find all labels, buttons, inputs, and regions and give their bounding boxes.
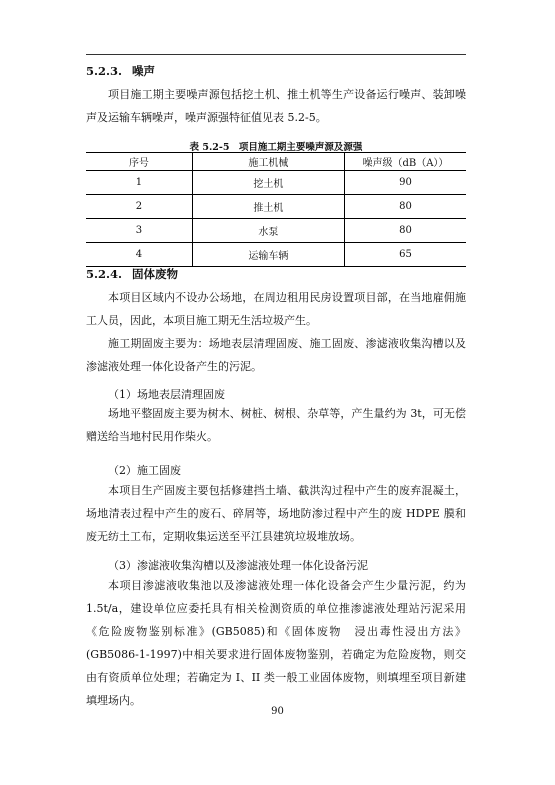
table-cell: 65	[344, 243, 466, 267]
table-cell: 3	[86, 219, 192, 243]
table-header-row	[86, 153, 466, 171]
subheading-sludge: （3）渗滤液收集沟槽以及渗滤液处理一体化设备污泥	[108, 559, 368, 572]
table-cell: 推土机	[192, 195, 344, 219]
surface-clearing-text: 场地平整固废主要为树木、树桩、树根、杂草等，产生量约为 3t，可无偿赠送给当地村民用作柴火。	[86, 407, 466, 443]
section-heading-solid-waste	[86, 266, 178, 282]
header-machine: 施工机械	[192, 153, 344, 171]
subheading-construction-waste: （2）施工固废	[108, 464, 181, 477]
section-number: 5.2.4.	[86, 267, 123, 281]
section-number: 5.2.3.	[86, 64, 123, 78]
table-cell: 水泵	[192, 219, 344, 243]
table-row	[86, 219, 466, 243]
table-cell: 4	[86, 243, 192, 267]
subheading-surface-clearing: （1）场地表层清理固废	[108, 388, 225, 401]
section-title: 固体废物	[132, 267, 178, 281]
section-heading-noise	[86, 63, 155, 79]
sludge-text: 本项目渗滤液收集池以及渗滤液处理一体化设备会产生少量污泥，约为 1.5t/a，建设单位应委托具有相关检测资质的单位推渗滤液处理站污泥采用《危险废物鉴别标准》(GB5085)和《固体废物 浸出毒性浸出方法》(GB5086-1-1997)中相关要求进行固体废物鉴别，若确定为危险废物，则交由有资质单位处理；若确定为 I、II 类一般工业固体废物，则填埋至项目新建填埋场内。	[86, 579, 466, 707]
table-cell: 1	[86, 171, 192, 195]
noise-source-table	[86, 152, 466, 267]
table-cell: 80	[344, 219, 466, 243]
section-title: 噪声	[132, 64, 155, 78]
header-index: 序号	[86, 153, 192, 171]
table-cell: 80	[344, 195, 466, 219]
table-cell: 90	[344, 171, 466, 195]
page-number: 90	[271, 706, 284, 717]
construction-waste-text: 本项目生产固废主要包括修建挡土墙、截洪沟过程中产生的废弃混凝土，场地清表过程中产生的废石、碎屑等，场地防渗过程中产生的废 HDPE 膜和废无纺土工布，定期收集运送至平江县建筑垃圾堆放场。	[86, 484, 466, 543]
header-rule	[86, 54, 466, 55]
table-row	[86, 243, 466, 267]
table-cell: 挖土机	[192, 171, 344, 195]
table-cell: 2	[86, 195, 192, 219]
table-caption: 表 5.2-5 项目施工期主要噪声源及源强	[189, 142, 363, 153]
table-row	[86, 171, 466, 195]
noise-paragraph: 项目施工期主要噪声源包括挖土机、推土机等生产设备运行噪声、装卸噪声及运输车辆噪声，噪声源强特征值见表 5.2-5。	[86, 88, 466, 124]
solid-waste-paragraph-2: 施工期固废主要为：场地表层清理固废、施工固废、渗滤液收集沟槽以及渗滤液处理一体化设备产生的污泥。	[86, 337, 466, 373]
solid-waste-paragraph-1: 本项目区域内不设办公场地，在周边租用民房设置项目部，在当地雇佣施工人员，因此，本项目施工期无生活垃圾产生。	[86, 291, 466, 327]
table-row	[86, 195, 466, 219]
table-cell: 运输车辆	[192, 243, 344, 267]
header-noise-level: 噪声级（dB（A））	[344, 153, 466, 171]
